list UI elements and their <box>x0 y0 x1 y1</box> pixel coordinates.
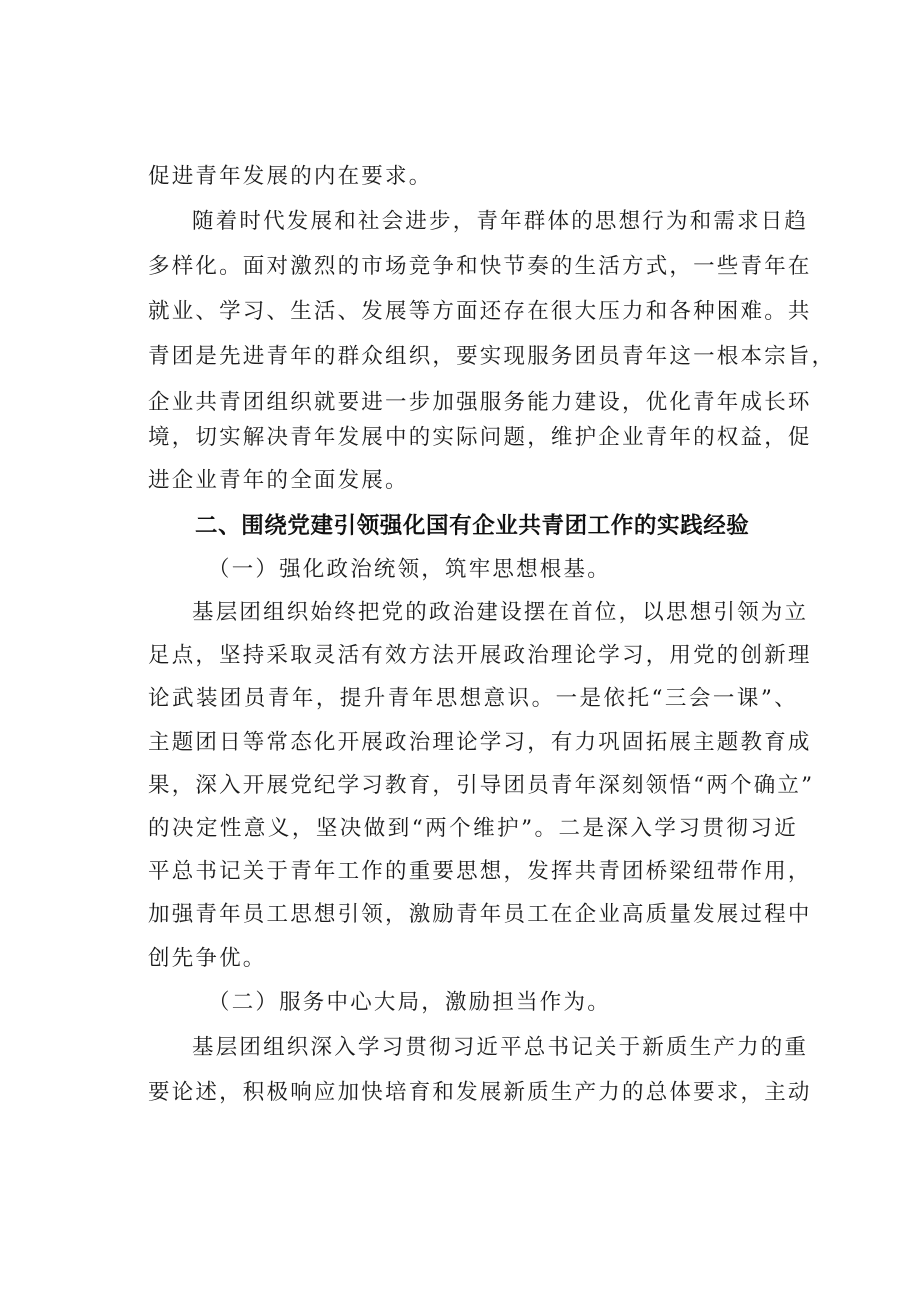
paragraph-line: 平总书记关于青年工作的重要思想，发挥共青团桥梁纽带作用， <box>148 859 812 884</box>
paragraph-line: 企业共青团组织就要进一步加强服务能力建设，优化青年成长环 <box>148 390 812 415</box>
subsection-heading: （二）服务中心大局，激励担当作为。 <box>208 990 611 1015</box>
paragraph-line: 就业、学习、生活、发展等方面还存在很大压力和各种困难。共 <box>148 299 812 324</box>
paragraph-line: 基层团组织始终把党的政治建设摆在首位，以思想引领为立 <box>192 600 809 625</box>
paragraph-line: 创先争优。 <box>148 946 267 971</box>
subsection-heading: （一）强化政治统领，筑牢思想根基。 <box>208 557 611 582</box>
paragraph-line: 主题团日等常态化开展政治理论学习，有力巩固拓展主题教育成 <box>148 730 812 755</box>
paragraph-line: 加强青年员工思想引领，激励青年员工在企业高质量发展过程中 <box>148 902 812 927</box>
paragraph-line: 进企业青年的全面发展。 <box>148 468 409 493</box>
paragraph-line: 基层团组织深入学习贯彻习近平总书记关于新质生产力的重 <box>192 1035 809 1060</box>
paragraph-line: 促进青年发展的内在要求。 <box>148 164 433 189</box>
paragraph-line: 要论述，积极响应加快培育和发展新质生产力的总体要求，主动 <box>148 1080 812 1105</box>
paragraph-line: 境，切实解决青年发展中的实际问题，维护企业青年的权益，促 <box>148 425 812 450</box>
section-heading: 二、围绕党建引领强化国有企业共青团工作的实践经验 <box>195 513 750 539</box>
paragraph-line: 论武装团员青年，提升青年思想意识。一是依托“三会一课”、 <box>148 686 798 711</box>
paragraph-line: 随着时代发展和社会进步，青年群体的思想行为和需求日趋 <box>192 209 809 234</box>
paragraph-line: 果，深入开展党纪学习教育，引导团员青年深刻领悟“两个确立” <box>148 773 815 798</box>
paragraph-line: 多样化。面对激烈的市场竞争和快节奏的生活方式，一些青年在 <box>148 254 812 279</box>
paragraph-line: 足点，坚持采取灵活有效方法开展政治理论学习，用党的创新理 <box>148 643 812 668</box>
paragraph-line: 的决定性意义，坚决做到“两个维护”。二是深入学习贯彻习近 <box>148 816 798 841</box>
paragraph-line: 青团是先进青年的群众组织，要实现服务团员青年这一根本宗旨， <box>148 344 836 369</box>
